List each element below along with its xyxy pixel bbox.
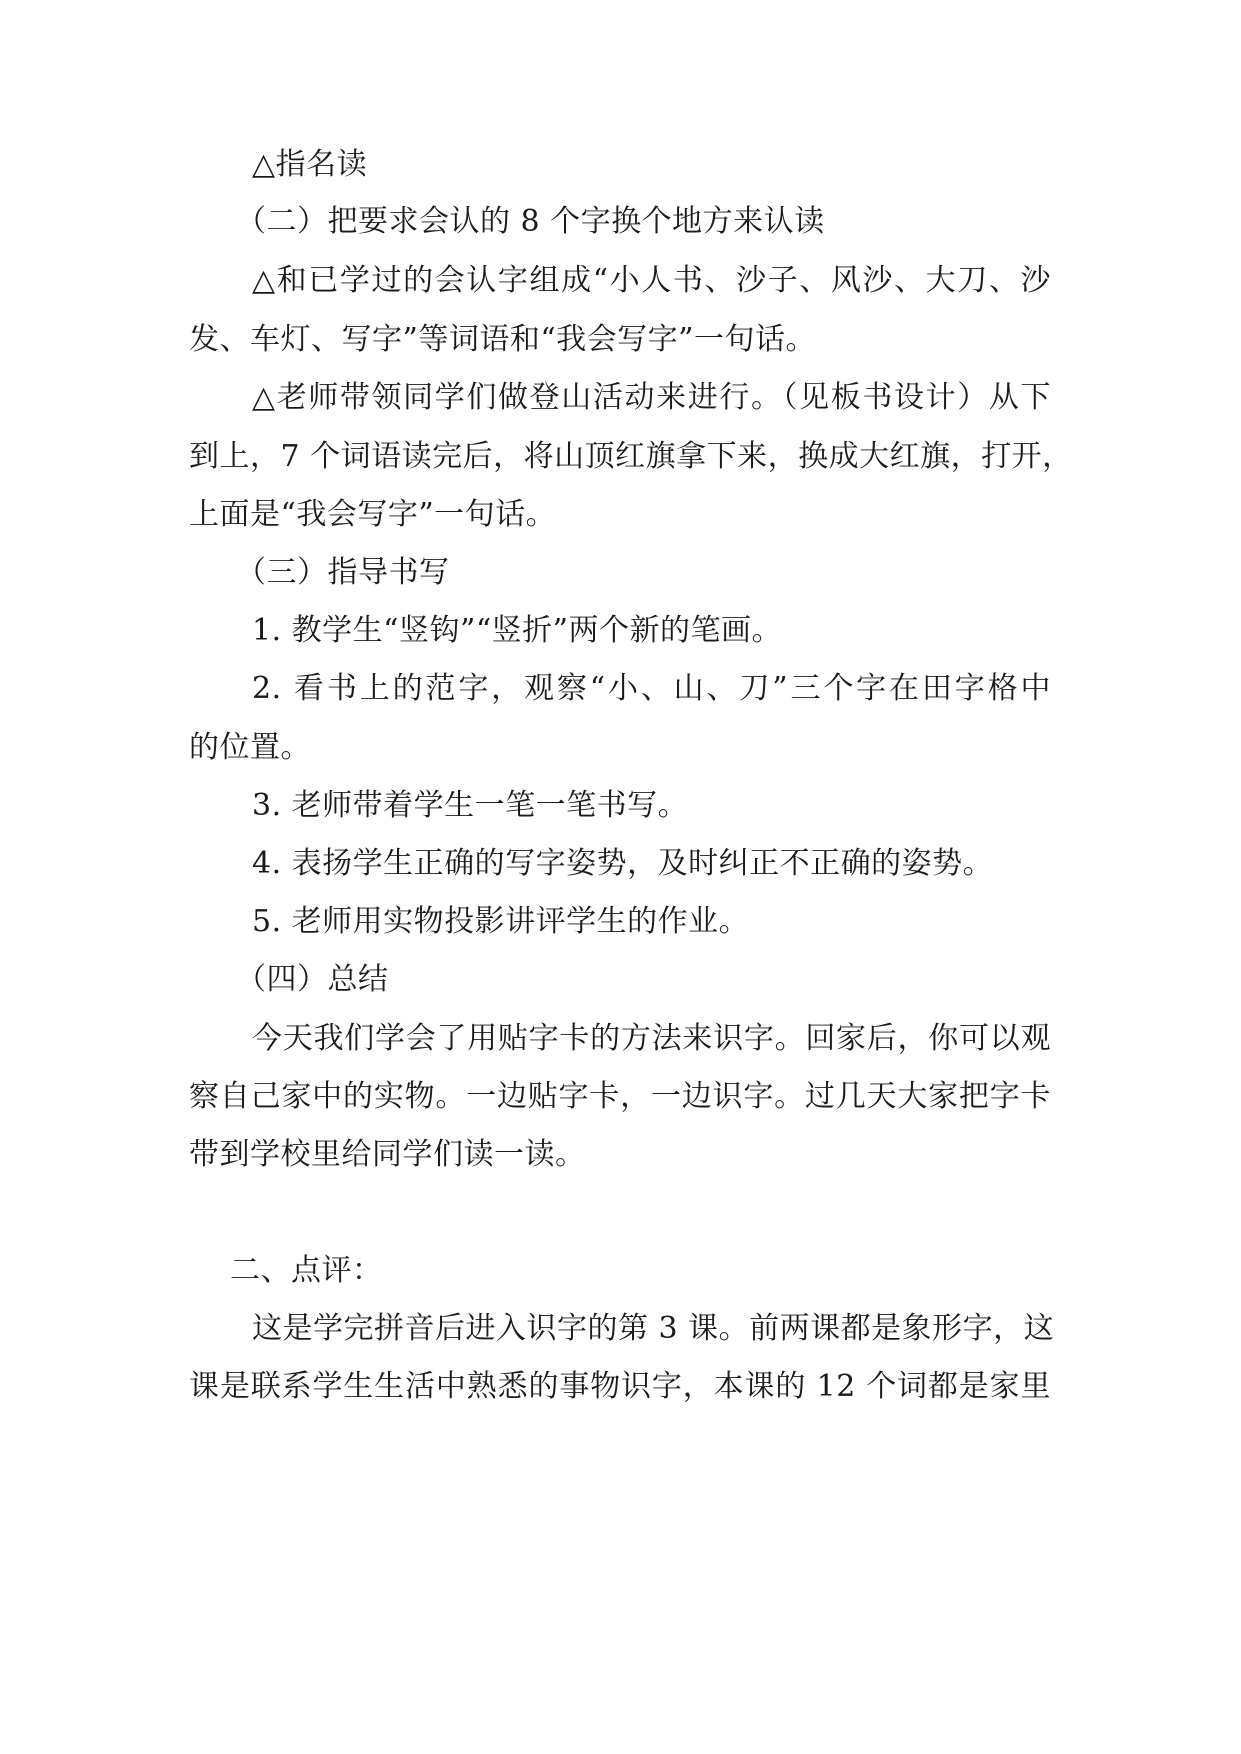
paragraph-line: △老师带领同学们做登山活动来进行。（见板书设计）从下: [252, 380, 1051, 415]
paragraph-line: 的位置。: [189, 730, 311, 765]
paragraph-line: 这是学完拼音后进入识字的第 3 课。前两课都是象形字，这: [252, 1311, 1055, 1346]
section-heading: （四）总结: [236, 962, 389, 997]
section-heading: 二、点评：: [230, 1253, 383, 1288]
paragraph-line: △和已学过的会认字组成“小人书、沙子、风沙、大刀、沙: [252, 263, 1051, 298]
paragraph-line: 发、车灯、写字”等词语和“我会写字”一句话。: [189, 322, 817, 357]
list-item: 3. 老师带着学生一笔一笔书写。: [252, 788, 689, 823]
paragraph-line: 察自己家中的实物。一边贴字卡，一边识字。过几天大家把字卡: [189, 1079, 1051, 1114]
section-heading: （二）把要求会认的 8 个字换个地方来认读: [236, 204, 825, 239]
list-item: 5. 老师用实物投影讲评学生的作业。: [252, 904, 750, 939]
paragraph-line: 带到学校里给同学们读一读。: [189, 1137, 586, 1172]
paragraph-line: 课是联系学生生活中熟悉的事物识字，本课的 12 个词都是家里: [189, 1369, 1051, 1404]
paragraph-line: 今天我们学会了用贴字卡的方法来识字。回家后，你可以观: [252, 1021, 1051, 1056]
list-item: 2. 看书上的范字，观察“小、山、刀”三个字在田字格中: [252, 671, 1051, 706]
list-item: 4. 表扬学生正确的写字姿势，及时纠正不正确的姿势。: [252, 846, 994, 881]
section-heading: （三）指导书写: [236, 555, 450, 590]
paragraph-line: 到上，7 个词语读完后，将山顶红旗拿下来，换成大红旗，打开，: [189, 439, 1073, 474]
list-item: 1. 教学生“竖钩”“竖折”两个新的笔画。: [252, 613, 783, 648]
paragraph-line: △指名读: [252, 147, 368, 182]
paragraph-line: 上面是“我会写字”一句话。: [189, 497, 557, 532]
